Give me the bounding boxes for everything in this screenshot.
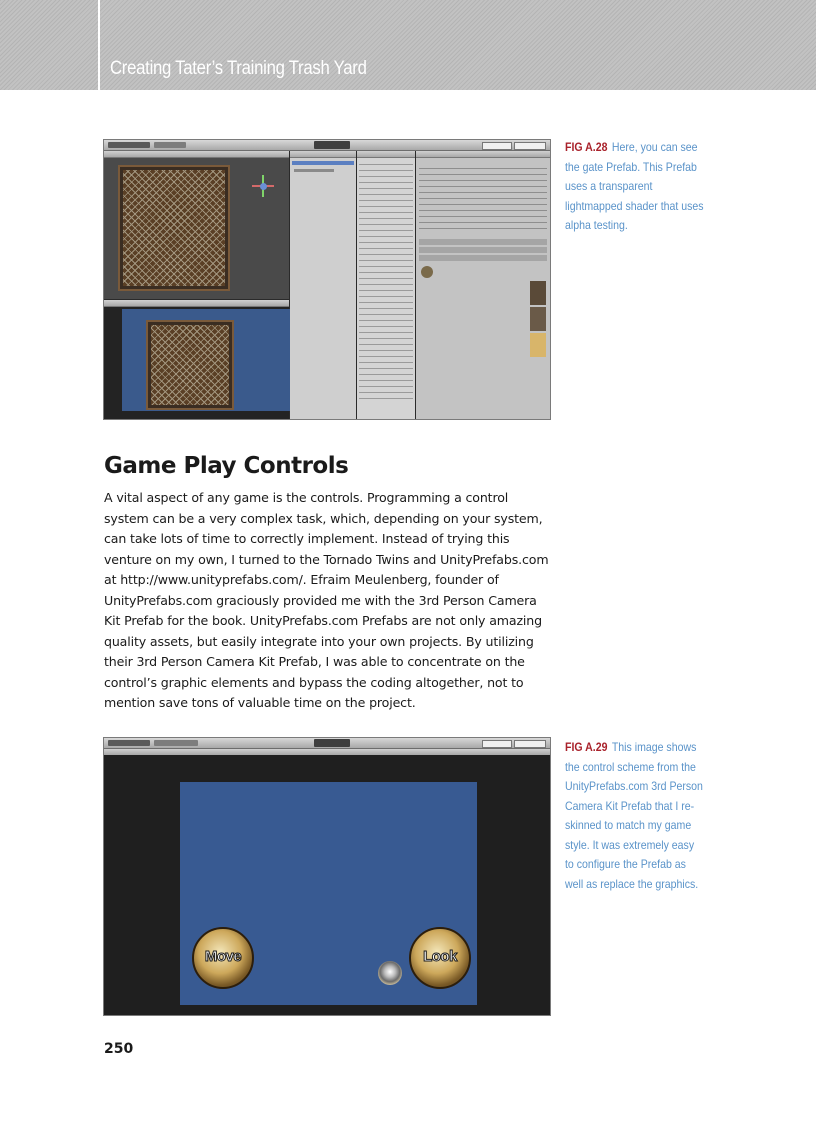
- inspector-tab: [416, 151, 550, 158]
- inspector-panel: [416, 151, 550, 419]
- hierarchy-selected-row: [292, 161, 354, 165]
- figure-a29-text: This image shows the control scheme from the UnityPrefabs.com 3rd Person Camera Kit Prefab that I re-skinned to match my game style. It was extremely easy to configure the Prefab as well as replace the graphics.: [565, 740, 703, 891]
- scene-tab: [104, 151, 289, 158]
- game-tab: [104, 300, 289, 307]
- hierarchy-panel: [290, 151, 356, 419]
- layout-dropdown: [514, 740, 546, 748]
- unity-toolbar: [104, 140, 550, 151]
- figure-a28-screenshot: [103, 139, 551, 420]
- layout-dropdown: [514, 142, 546, 150]
- figure-a28-text: Here, you can see the gate Prefab. This Prefab uses a transparent lightmapped shader that uses alpha testing.: [565, 140, 704, 232]
- inspector-component-bar: [419, 247, 547, 253]
- figure-a28-label: FIG A.28: [565, 140, 608, 154]
- running-head: Creating Tater’s Training Trash Yard: [110, 58, 367, 79]
- texture-swatch: [530, 281, 546, 305]
- figure-a29-caption: [565, 738, 706, 894]
- lightmap-swatch: [530, 333, 546, 357]
- section-title: Game Play Controls: [104, 453, 349, 479]
- figure-a29-label: FIG A.29: [565, 740, 608, 754]
- unity-toolbar: [104, 738, 550, 749]
- figure-a28-caption: [565, 138, 706, 236]
- project-tab: [357, 151, 415, 158]
- move-button: [192, 927, 254, 989]
- scene-view: [104, 151, 289, 299]
- pivot-toggle: [154, 740, 198, 746]
- transform-tools: [108, 740, 150, 746]
- move-button-label: Move: [204, 948, 242, 965]
- page-number: 250: [104, 1041, 134, 1057]
- inspector-component-bar: [419, 239, 547, 245]
- game-view: [104, 300, 289, 419]
- project-panel: [357, 151, 415, 419]
- gate-model-game: [146, 320, 234, 410]
- inspector-transform-rows: [419, 163, 547, 233]
- project-tree: [359, 161, 413, 401]
- game-view: [104, 749, 550, 1015]
- hierarchy-row: [294, 169, 334, 172]
- look-button-label: Look: [423, 948, 457, 965]
- figure-a29-screenshot: [103, 737, 551, 1016]
- header-rule: [98, 0, 100, 90]
- hierarchy-tab: [290, 151, 356, 158]
- layers-dropdown: [482, 142, 512, 150]
- material-preview: [421, 266, 433, 278]
- transform-tools: [108, 142, 150, 148]
- pivot-toggle: [154, 142, 186, 148]
- section-body: A vital aspect of any game is the controls. Programming a control system can be a very complex task, which, depending on your system, can take lots of time to correctly implement. Instead of trying this venture on my own, I turned to the Tornado Twins and UnityPrefabs.com at http://www.unityprefabs.com/. Efraim Meulenberg, founder of UnityPrefabs.com graciously provided me with the 3rd Person Camera Kit Prefab for the book. UnityPrefabs.com Prefabs are not only amazing quality assets, but easily integrate into your own projects. By utilizing their 3rd Person Camera Kit Prefab, I was able to concentrate on the control’s graphic elements and bypass the coding altogether, not to mention save tons of valuable time on the project.: [104, 490, 549, 710]
- inspector-component-bar: [419, 255, 547, 261]
- look-button: [409, 927, 471, 989]
- gate-model-scene: [118, 165, 230, 291]
- scene-gizmo: [252, 175, 280, 197]
- play-controls: [314, 141, 350, 149]
- game-tab: [104, 749, 550, 755]
- layers-dropdown: [482, 740, 512, 748]
- texture-swatch: [530, 307, 546, 331]
- play-controls: [314, 739, 350, 747]
- camera-joystick-knob: [378, 961, 402, 985]
